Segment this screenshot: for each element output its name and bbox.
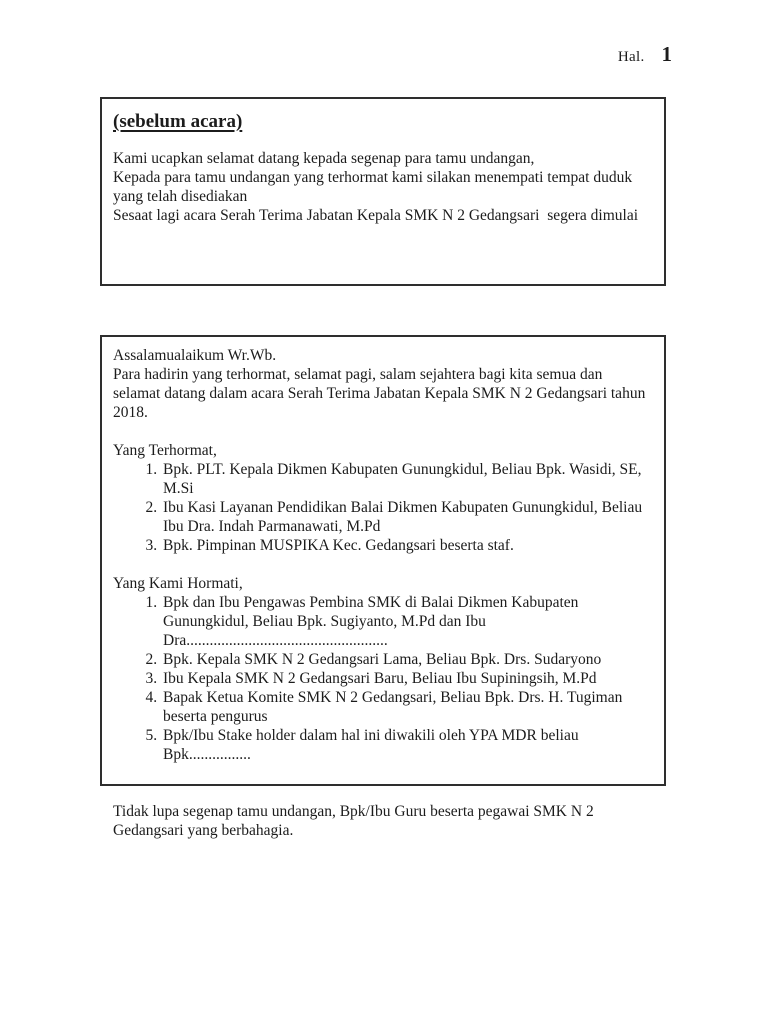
honored-title: Yang Terhormat,	[113, 442, 217, 459]
pre-event-heading: (sebelum acara)	[113, 111, 243, 132]
pre-event-line-1: Kami ucapkan selamat datang kepada segenap para tamu undangan,	[113, 150, 535, 167]
respected-list-item: 2. Bpk. Kepala SMK N 2 Gedangsari Lama, Beliau Bpk. Drs. Sudaryono	[161, 650, 653, 669]
honored-list-item: 1. Bpk. PLT. Kepala Dikmen Kabupaten Gunungkidul, Beliau Bpk. Wasidi, SE, M.Si	[161, 460, 653, 498]
respected-list-item: 5. Bpk/Ibu Stake holder dalam hal ini diwakili oleh YPA MDR beliau Bpk................	[161, 726, 653, 764]
respected-title: Yang Kami Hormati,	[113, 575, 243, 592]
page-number-header	[618, 42, 672, 67]
pre-event-line-2: Kepada para tamu undangan yang terhormat kami silakan menempati tempat duduk yang telah disediakan	[113, 169, 636, 205]
respected-list-item: 3. Ibu Kepala SMK N 2 Gedangsari Baru, Beliau Ibu Supiningsih, M.Pd	[161, 669, 653, 688]
greeting-line: Assalamualaikum Wr.Wb.	[113, 347, 277, 364]
speech-box	[100, 335, 666, 839]
pre-event-line-3: Sesaat lagi acara Serah Terima Jabatan Kepala SMK N 2 Gedangsari segera dimulai	[113, 207, 639, 224]
closing-paragraph: Tidak lupa segenap tamu undangan, Bpk/Ibu Guru beserta pegawai SMK N 2 Gedangsari yang berbahagia.	[113, 803, 598, 839]
respected-list-item: 1. Bpk dan Ibu Pengawas Pembina SMK di Balai Dikmen Kabupaten Gunungkidul, Beliau Bpk. Sugiyanto, M.Pd dan Ibu Dra....................................................	[161, 593, 653, 650]
respected-list-item: 4. Bapak Ketua Komite SMK N 2 Gedangsari, Beliau Bpk. Drs. H. Tugiman beserta pengurus	[161, 688, 653, 726]
respected-list	[113, 593, 653, 764]
honored-list	[113, 460, 653, 555]
page-number-label: Hal.	[617, 49, 645, 65]
honored-list-item: 2. Ibu Kasi Layanan Pendidikan Balai Dikmen Kabupaten Gunungkidul, Beliau Ibu Dra. Indah Parmanawati, M.Pd	[161, 498, 653, 536]
honored-list-item: 3. Bpk. Pimpinan MUSPIKA Kec. Gedangsari beserta staf.	[161, 536, 653, 555]
pre-event-box	[100, 97, 666, 286]
page-number-value: 1	[661, 42, 672, 66]
intro-paragraph: Para hadirin yang terhormat, selamat pagi, salam sejahtera bagi kita semua dan selamat datang dalam acara Serah Terima Jabatan Kepala SMK N 2 Gedangsari tahun 2018.	[113, 366, 650, 421]
